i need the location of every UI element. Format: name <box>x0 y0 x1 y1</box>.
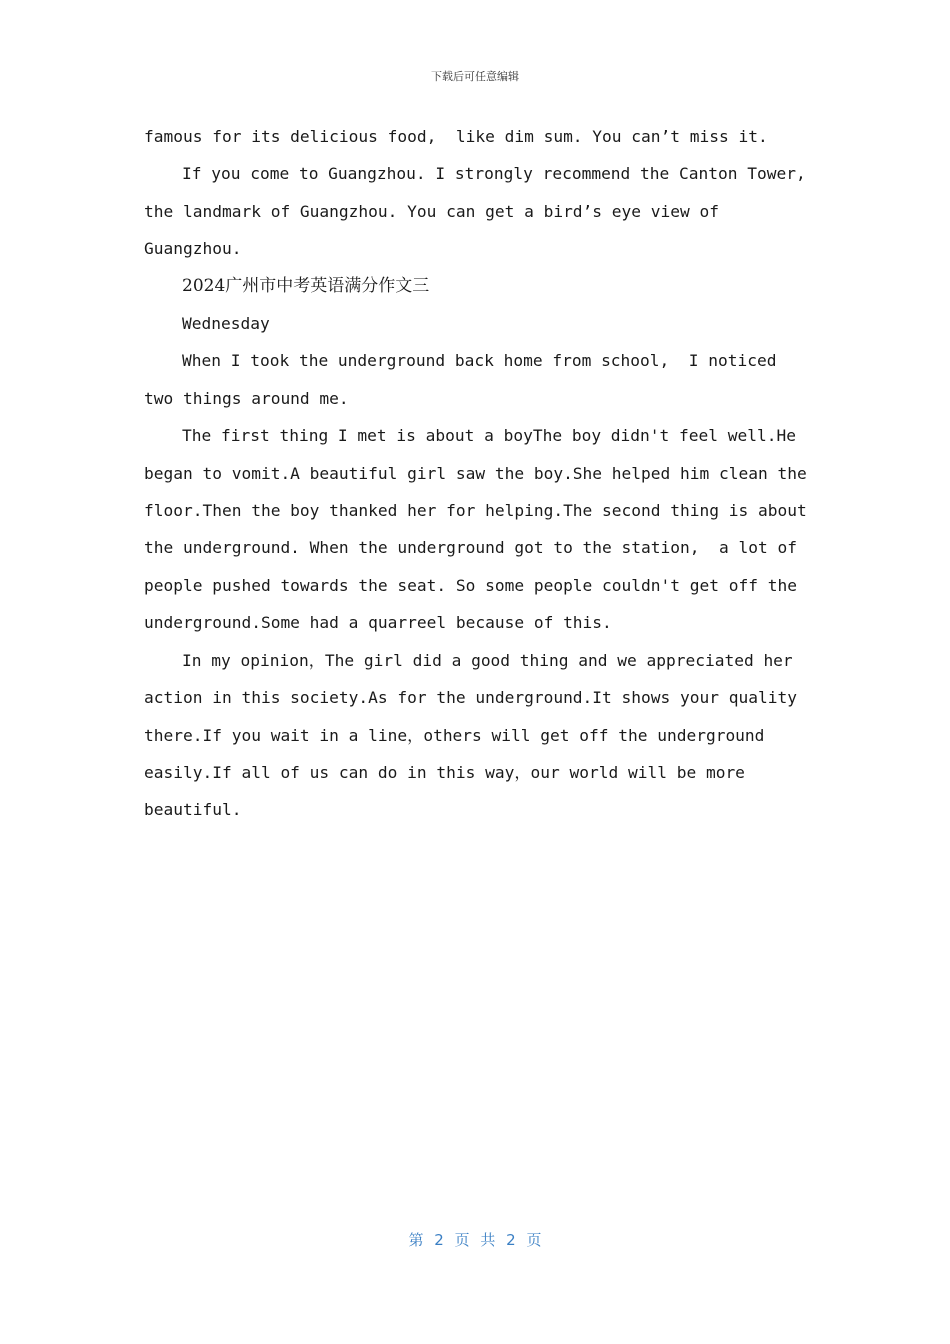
paragraph-first-thing: The first thing I met is about a boyThe boy didn't feel well.He began to vomit.A beautiful girl saw the boy.She helped him clean the floor.Then the boy thanked her for helping.The second thing is about the underground. When the underground got to the station, a lot of people pushed towards the seat. So some people couldn't get off the underground.Some had a quarreel because of this. <box>144 426 817 633</box>
paragraph-canton-tower: If you come to Guangzhou. I strongly recommend the Canton Tower, the landmark of Guangzhou. You can get a bird’s eye view of Guangzhou. <box>144 164 816 259</box>
page-footer: 第 2 页 共 2 页 <box>408 1231 542 1249</box>
essay-day: Wednesday <box>182 314 270 334</box>
page-header: 下载后可任意编辑 <box>431 70 519 83</box>
document-body <box>144 118 817 829</box>
paragraph-food-ending: famous for its delicious food, like dim sum. You can’t miss it. <box>144 127 768 146</box>
paragraph-opinion: In my opinion，The girl did a good thing and we appreciated her action in this society.As for the underground.It shows your quality there.If you wait in a line，others will get off the underground easily.If all of us can do in this way，our world will be more beautiful. <box>144 650 807 820</box>
essay-title: 2024广州市中考英语满分作文三 <box>182 275 430 296</box>
paragraph-intro: When I took the underground back home from school, I noticed two things around me. <box>144 351 787 408</box>
